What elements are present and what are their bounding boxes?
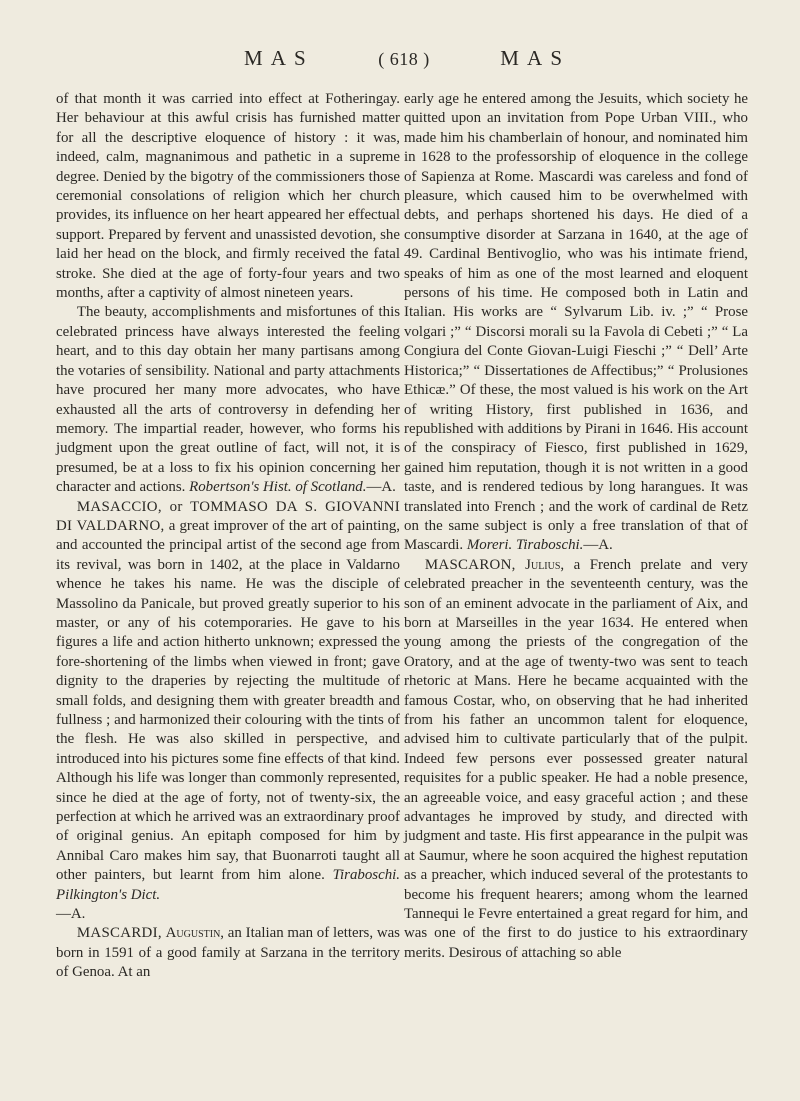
entry-mascardi bbox=[56, 924, 400, 982]
page-number: ( 618 ) bbox=[378, 49, 430, 69]
entry-text: a great improver of the art of painting, and accounted the principal artist of the second age from its revival, was born in 1402, at the place in Valdarno whence he takes his name. He was the disciple of Massolino da Panicale, but proved greatly superior to his master, or any of his cotemporaries. He gave to his figures a life and action hitherto unknown; expressed the fore-shortening of the limbs when viewed in front; gave dignity to the draperies by rejecting the multitude of small folds, and designing them with greater breadth and fullness ; and harmonized their colouring with the tints of the flesh. He was also skilled in perspective, and introduced into his pictures some fine effects of that kind. Although his life was longer than commonly represented, since he died at the age of forty, not of twenty-six, the perfection at which he arrived was an extraordinary proof of original genius. An epitaph composed for him by Annibal Caro makes him say, that Buonarroti taught all other painters, but learnt from him alone. bbox=[56, 517, 400, 884]
citation: Moreri. Tiraboschi. bbox=[466, 537, 584, 554]
entry-given-name: Julius, bbox=[525, 556, 565, 573]
paragraph-mary-legacy bbox=[56, 303, 400, 497]
header-right-word: M A S bbox=[500, 46, 564, 70]
entry-given-name: Augustin, bbox=[165, 925, 225, 942]
running-header bbox=[244, 46, 564, 71]
paragraph-text: early age he entered among the Jesuits, which society he quitted upon an invitation from Pope Urban VIII., who made him his chamberlain of honour, and nominated him in 1628 to the professorship of eloquence in the college of Sapienza at Rome. Mascardi was careless and fond of pleasure, which caused him to be overwhelmed with debts, and perhaps shortened his days. He died of a consumptive disorder at Sarzana in 1640, at the age of 49. Cardinal Bentivoglio, who was his intimate friend, speaks of him as one of the most learned and eloquent persons of his time. He composed both in Latin and Italian. His works are “ Sylvarum Lib. iv. ;” “ Prose volgari ;” “ Discorsi morali su la Favola di Cebeti ;” “ La Congiura del Conte Giovan-Luigi Fieschi ;” “ Dell’ Arte Historica;” “ Dissertationes de Affectibus;” “ Prolusiones Ethicæ.” Of these, the most valued is his work on the Art of writing History, first published in 1636, and republished with additions by Pirani in 1646. His account of the conspiracy of Fiesco, first published in 1629, gained him reputation, though it is not written in a good taste, and is rendered tedious by long harangues. It was translated into French ; and the work of cardinal de Retz on the same subject is only a free translation of that of Mascardi. bbox=[404, 91, 748, 554]
entry-mascaron bbox=[404, 556, 748, 964]
left-column bbox=[56, 90, 400, 983]
author-mark: —A. bbox=[56, 906, 86, 923]
author-mark: —A. bbox=[583, 537, 613, 554]
paragraph-mary-execution: of that month it was carried into effect at Fotheringay. Her behaviour at this awful crisis has furnished matter for all the descriptive eloquence of history : it was, indeed, calm, magnanimous and pathetic in a supreme degree. Denied by the bigotry of the commissioners those ceremonial consolations of religion which her church provides, its influence on her heart appeared her effectual support. Prepared by fervent and unassisted devotion, she laid her head on the block, and firmly received the fatal stroke. She died at the age of forty-four years and two months, after a captivity of almost nineteen years. bbox=[56, 91, 400, 302]
right-column bbox=[404, 90, 748, 963]
entry-headword: MASCARON, bbox=[424, 556, 516, 573]
entry-headword: MASCARDI, bbox=[76, 925, 162, 942]
header-left-word: M A S bbox=[244, 46, 308, 70]
entry-headword: MASACCIO, or TOMMASO DA S. GIOVANNI DI VALDARNO, bbox=[56, 498, 400, 534]
citation: Robertson's Hist. of Scotland. bbox=[189, 479, 367, 496]
entry-text: a French prelate and very celebrated preacher in the seventeenth century, was the son of an eminent advocate in the parliament of Aix, and born at Marseilles in the year 1634. He entered when young among the priests of the congregation of the Oratory, and at the age of twenty-two was sent to teach rhetoric at Mans. Here he became acquainted with the famous Costar, who, on observing that he had inherited from his father an uncommon talent for eloquence, advised him to cultivate particularly that of the pulpit. Indeed few persons ever possessed greater natural requisites for a public speaker. He had a noble presence, an agreeable voice, and easy graceful action ; and these advantages he improved by study, and directed with judgment and taste. His first appearance in the pulpit was at Saumur, where he soon acquired the highest reputation as a preacher, which induced several of the protestants to become his frequent hearers; among whom the learned Tannequi le Fevre entertained a great regard for him, and was one of the first to do justice to his extraordinary merits. Desirous of attaching so able bbox=[404, 556, 748, 961]
paragraph-text: The beauty, accomplishments and misfortunes of this celebrated princess have always interested the feeling heart, and to this day obtain her many partisans among the votaries of sensibility. National and party attachments have procured her many more advocates, who have exhausted all the arts of controversy in defending her memory. The impartial reader, however, who forms his judgment upon the great outline of fact, will not, it is presumed, be at a loss to fix his opinion concerning her character and actions. bbox=[56, 304, 400, 496]
entry-text: an Italian man of letters, was born in 1591 of a good family at Sarzana in the territory of Genoa. At an bbox=[56, 925, 400, 981]
author-mark: —A. bbox=[366, 479, 396, 496]
paragraph-mascardi-continued bbox=[404, 90, 748, 556]
entry-masaccio bbox=[56, 498, 400, 925]
citation: Tiraboschi. Pilkington's Dict. bbox=[56, 867, 400, 903]
